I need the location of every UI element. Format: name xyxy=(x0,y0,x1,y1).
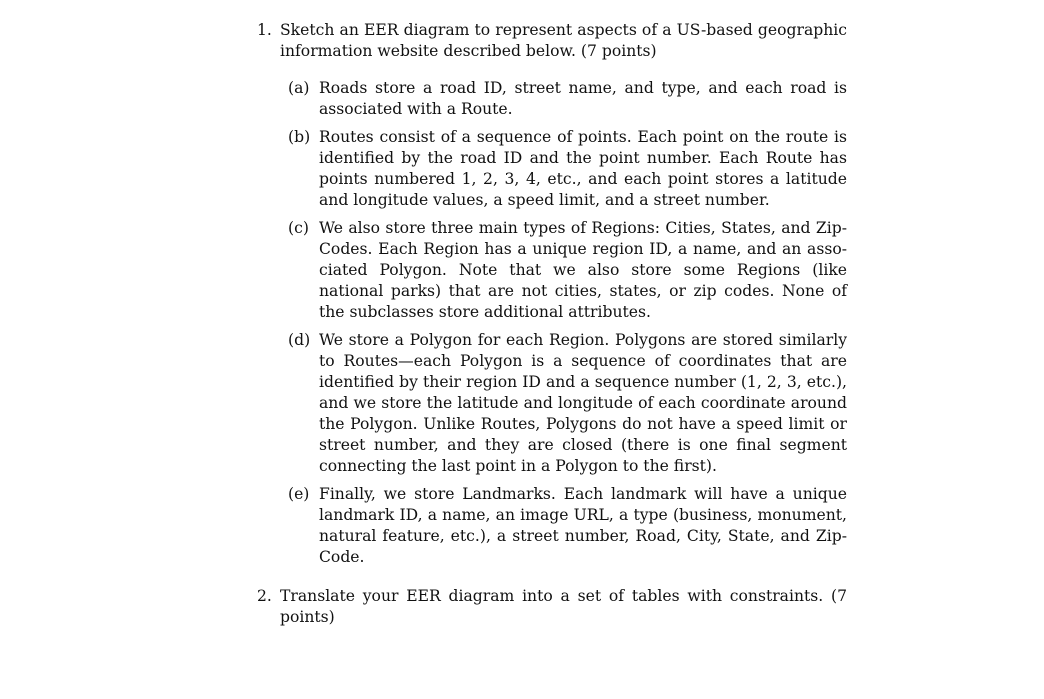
document-page xyxy=(257,20,847,628)
question-1-parts xyxy=(280,78,847,568)
question-text: Translate your EER diagram into a set of tables with constraints. (7 points) xyxy=(280,587,847,626)
part-text: We store a Polygon for each Region. Polygons are stored similarly to Routes—each Polygon is a sequence of coordinates that are identified by their region ID and a sequence number (1, 2, 3, etc.), and we store the latitude and longitude of each coordinate around the Polygon. Unlike Routes, Polygons do not have a speed limit or street number, and they are closed (there is one final segment connecting the last point in a Polygon to the first). xyxy=(319,331,847,475)
question-number: 1. xyxy=(257,21,272,39)
part-e xyxy=(280,484,847,568)
question-text: Sketch an EER diagram to represent aspects of a US-based geographic information website described below. (7 points) xyxy=(280,21,847,60)
part-a xyxy=(280,78,847,120)
part-label: (d) xyxy=(288,331,311,349)
part-label: (a) xyxy=(288,79,310,97)
question-number: 2. xyxy=(257,587,272,605)
part-label: (c) xyxy=(288,219,309,237)
part-b xyxy=(280,127,847,211)
question-1 xyxy=(257,20,847,568)
question-2 xyxy=(257,586,847,628)
part-label: (e) xyxy=(288,485,310,503)
part-text: We also store three main types of Regions: Cities, States, and ZipCodes. Each Region has a unique region ID, a name, and an associated Polygon. Note that we also store some Regions (like national parks) that are not cities, states, or zip codes. None of the subclasses store additional attributes. xyxy=(319,219,847,321)
part-text: Roads store a road ID, street name, and type, and each road is associated with a Route. xyxy=(319,79,847,118)
part-text: Routes consist of a sequence of points. Each point on the route is identified by the road ID and the point number. Each Route has points numbered 1, 2, 3, 4, etc., and each point stores a latitude and longitude values, a speed limit, and a street number. xyxy=(319,128,847,209)
part-label: (b) xyxy=(288,128,311,146)
part-d xyxy=(280,330,847,477)
part-c xyxy=(280,218,847,323)
part-text: Finally, we store Landmarks. Each landmark will have a unique landmark ID, a name, an image URL, a type (business, monument, natural feature, etc.), a street number, Road, City, State, and ZipCode. xyxy=(319,485,847,566)
